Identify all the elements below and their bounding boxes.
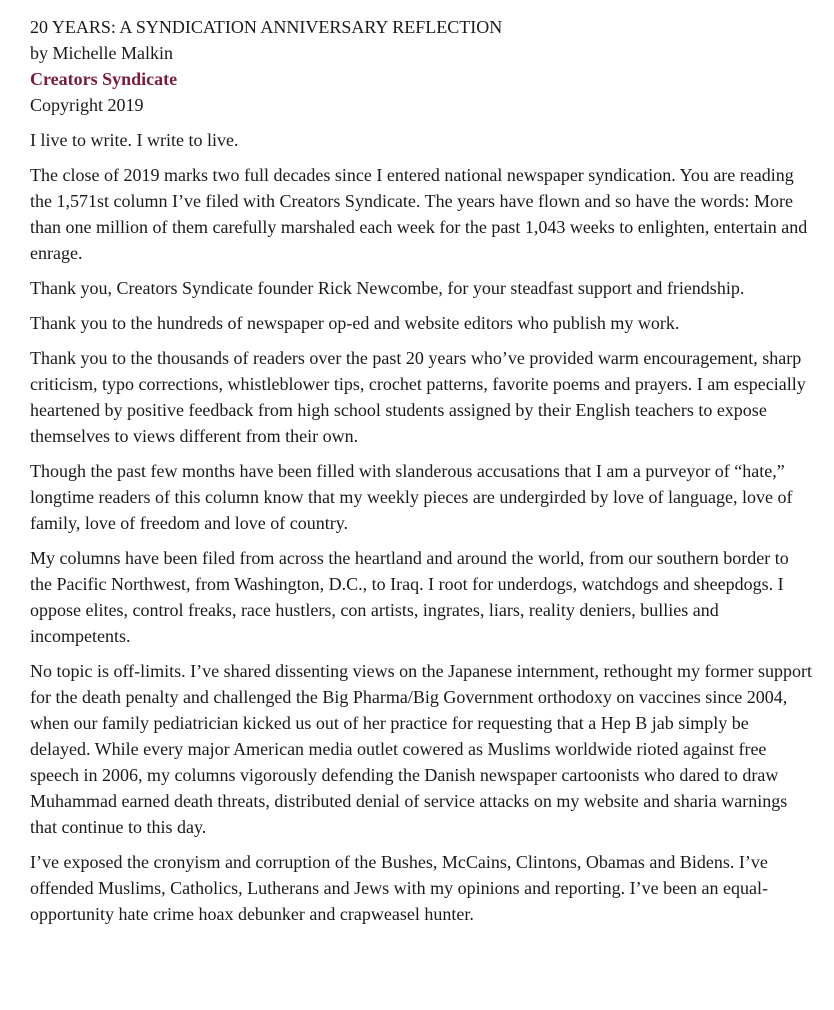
paragraph-1: I live to write. I write to live. [30,130,239,150]
paragraph-2: The close of 2019 marks two full decades since I entered national newspaper syndication. You are reading the 1,571st column I’ve filed with Creators Syndicate. The years have flown and so have the words: More than one million of them carefully marshaled each week for the past 1,043 weeks to enlighten, entertain and enrage. [30,165,808,263]
paragraph-4: Thank you to the hundreds of newspaper op-ed and website editors who publish my work. [30,313,680,333]
article-header [30,14,812,118]
paragraph-5: Thank you to the thousands of readers over the past 20 years who’ve provided warm encouragement, sharp criticism, typo corrections, whistleblower tips, crochet patterns, favorite poems and prayers. I am especially heartened by positive feedback from high school students assigned by their English teachers to expose themselves to views different from their own. [30,348,806,446]
paragraph-8: No topic is off-limits. I’ve shared dissenting views on the Japanese internment, rethought my former support for the death penalty and challenged the Big Pharma/Big Government orthodoxy on vaccines since 2004, when our family pediatrician kicked us out of her practice for requesting that a Hep B jab simply be delayed. While every major American media outlet cowered as Muslims worldwide rioted against free speech in 2006, my columns vigorously defending the Danish newspaper cartoonists who dared to draw Muhammad earned death threats, distributed denial of service attacks on my website and sharia warnings that continue to this day. [30,661,813,837]
paragraph-6: Though the past few months have been filled with slanderous accusations that I am a purveyor of “hate,” longtime readers of this column know that my weekly pieces are undergirded by love of language, love of family, love of freedom and love of country. [30,461,793,533]
article-body [30,127,812,927]
paragraph-7: My columns have been filed from across the heartland and around the world, from our southern border to the Pacific Northwest, from Washington, D.C., to Iraq. I root for underdogs, watchdogs and sheepdogs. I oppose elites, control freaks, race hustlers, con artists, ingrates, liars, reality deniers, bullies and incompetents. [30,548,789,646]
article-title: 20 YEARS: A SYNDICATION ANNIVERSARY REFLECTION [30,17,503,37]
byline: by Michelle Malkin [30,43,173,63]
paragraph-3: Thank you, Creators Syndicate founder Rick Newcombe, for your steadfast support and friendship. [30,278,745,298]
paragraph-9: I’ve exposed the cronyism and corruption of the Bushes, McCains, Clintons, Obamas and Bidens. I’ve offended Muslims, Catholics, Lutherans and Jews with my opinions and reporting. I’ve been an equal-opportunity hate crime hoax debunker and crapweasel hunter. [30,852,769,924]
syndicate-link[interactable]: Creators Syndicate [30,69,178,89]
copyright-line: Copyright 2019 [30,95,144,115]
